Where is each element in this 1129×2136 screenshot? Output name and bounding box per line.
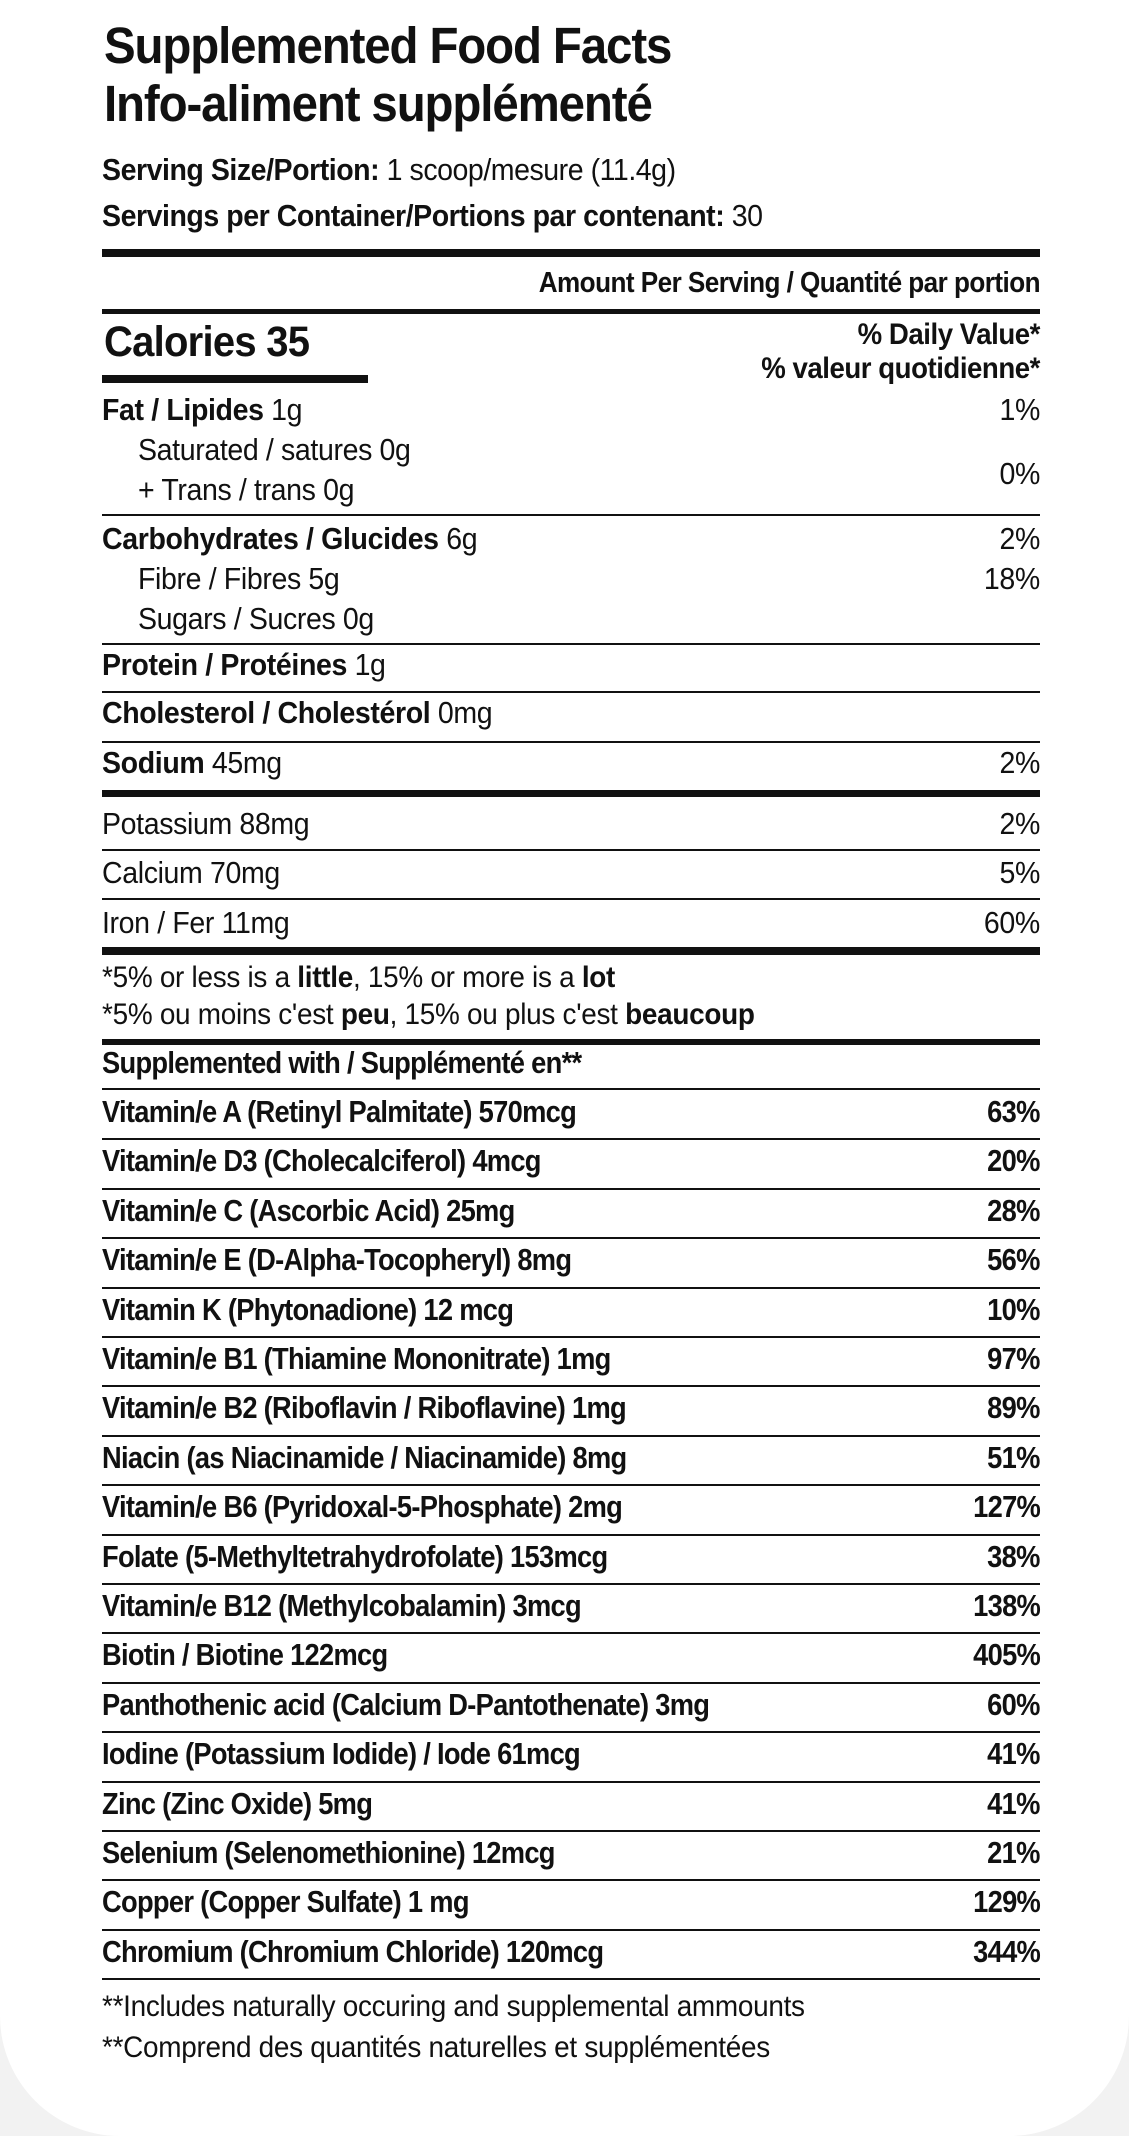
footnote-french — [102, 996, 755, 1033]
rule — [102, 1435, 1040, 1437]
rule — [102, 1336, 1040, 1338]
thick-divider — [102, 249, 1040, 257]
supplement-name: Selenium (Selenomethionine) 12mcg — [102, 1835, 555, 1870]
supplement-dv: 97% — [987, 1341, 1040, 1376]
rule — [102, 1830, 1040, 1832]
potassium-label: Potassium 88mg — [102, 806, 310, 841]
trans-label: + Trans / trans 0g — [138, 472, 355, 507]
supplement-name: Vitamin/e B1 (Thiamine Mononitrate) 1mg — [102, 1341, 611, 1376]
iron-dv: 60% — [984, 905, 1040, 940]
servings-per-container-label: Servings per Container/Portions par contenant: — [102, 198, 725, 233]
sodium-amount: 45mg — [211, 745, 282, 780]
supplement-name: Vitamin/e E (D-Alpha-Tocopheryl) 8mg — [102, 1242, 572, 1278]
supplement-dv: 60% — [987, 1686, 1040, 1722]
rule — [102, 1385, 1040, 1387]
footnote-text: , 15% or more is a — [352, 961, 582, 994]
serving-size-label: Serving Size/Portion: — [102, 152, 380, 187]
supplement-name: Vitamin/e B12 (Methylcobalamin) 3mcg — [102, 1588, 581, 1623]
rule — [102, 1484, 1040, 1486]
protein-label: Protein / Protéines — [102, 647, 348, 682]
footnote-text: *5% ou moins c'est — [102, 998, 341, 1031]
footnote-emphasis: beaucoup — [625, 998, 755, 1031]
supplement-dv: 89% — [987, 1390, 1040, 1426]
rule — [102, 514, 1040, 516]
supplement-name: Vitamin/e A (Retinyl Palmitate) 570mcg — [102, 1094, 577, 1129]
rule — [102, 1583, 1040, 1585]
supplement-name: Vitamin K (Phytonadione) 12 mcg — [102, 1291, 514, 1327]
rule — [102, 741, 1040, 743]
sodium-dv: 2% — [999, 745, 1040, 780]
supplement-name: Vitamin/e C (Ascorbic Acid) 25mg — [102, 1192, 515, 1228]
supplement-name: Folate (5-Methyltetrahydrofolate) 153mcg — [102, 1538, 608, 1574]
rule — [102, 1682, 1040, 1684]
fibre-dv: 18% — [984, 561, 1040, 596]
rule — [102, 1088, 1040, 1090]
supplement-dv: 38% — [987, 1538, 1040, 1574]
sugars-label: Sugars / Sucres 0g — [138, 601, 374, 636]
divider — [102, 309, 1040, 314]
supplement-dv: 20% — [987, 1143, 1040, 1179]
daily-value-english: % Daily Value* — [857, 318, 1040, 351]
supplement-dv: 344% — [973, 1933, 1040, 1969]
bottom-note-french: **Comprend des quantités naturelles et supplémentées — [102, 2031, 770, 2064]
supplement-dv: 129% — [973, 1884, 1040, 1920]
daily-value-french: % valeur quotidienne* — [761, 352, 1040, 385]
supplement-dv: 405% — [973, 1637, 1040, 1673]
supplement-name: Vitamin/e B6 (Pyridoxal-5-Phosphate) 2mg — [102, 1489, 623, 1525]
carbs-dv: 2% — [999, 521, 1040, 556]
rule — [102, 1929, 1040, 1931]
supplement-name: Panthothenic acid (Calcium D-Pantothenate) 3mg — [102, 1686, 710, 1722]
fat-dv: 1% — [999, 392, 1040, 427]
supplement-dv: 127% — [973, 1489, 1040, 1525]
serving-size-value: 1 scoop/mesure (11.4g) — [386, 152, 676, 187]
fat-label: Fat / Lipides — [102, 392, 264, 427]
supplement-name: Biotin / Biotine 122mcg — [102, 1637, 388, 1673]
supplement-dv: 51% — [987, 1439, 1040, 1475]
footnote-text: , 15% ou plus c'est — [389, 998, 626, 1031]
potassium-dv: 2% — [999, 806, 1040, 841]
rule — [102, 691, 1040, 693]
supplement-name: Chromium (Chromium Chloride) 120mcg — [102, 1933, 604, 1969]
cholesterol-amount: 0mg — [437, 695, 493, 730]
footnote-emphasis: lot — [581, 961, 616, 994]
calcium-dv: 5% — [999, 855, 1040, 890]
supplement-name: Zinc (Zinc Oxide) 5mg — [102, 1785, 373, 1821]
thick-divider — [102, 947, 1040, 955]
servings-per-container — [102, 197, 763, 235]
rule — [102, 1632, 1040, 1634]
supplement-dv: 41% — [987, 1736, 1040, 1772]
rule — [102, 1188, 1040, 1190]
daily-value-header — [761, 318, 1040, 386]
rule — [102, 898, 1040, 900]
bottom-note-english: **Includes naturally occuring and supplemental ammounts — [102, 1990, 805, 2023]
rule — [102, 1978, 1040, 1980]
thick-divider — [102, 790, 1040, 797]
supplement-dv: 63% — [987, 1094, 1040, 1129]
sodium-label: Sodium — [102, 745, 205, 780]
iron-label: Iron / Fer 11mg — [102, 905, 290, 940]
footnote-text: *5% or less is a — [102, 961, 298, 994]
calories: Calories 35 — [104, 318, 310, 366]
carbs-label: Carbohydrates / Glucides — [102, 521, 439, 556]
rule — [102, 643, 1040, 645]
carbs-amount: 6g — [446, 521, 478, 556]
footnote-english — [102, 959, 615, 996]
fibre-label: Fibre / Fibres 5g — [138, 561, 340, 596]
supplement-dv: 41% — [987, 1785, 1040, 1821]
calories-underline — [102, 375, 368, 383]
rule — [102, 1237, 1040, 1239]
supplement-name: Vitamin/e D3 (Cholecalciferol) 4mcg — [102, 1143, 541, 1179]
rule — [102, 1879, 1040, 1881]
saturated-label: Saturated / satures 0g — [138, 432, 411, 467]
rule — [102, 849, 1040, 851]
supplement-dv: 10% — [987, 1291, 1040, 1327]
calcium-label: Calcium 70mg — [102, 855, 280, 890]
footnote-emphasis: little — [297, 961, 353, 994]
rule — [102, 1534, 1040, 1536]
cholesterol-label: Cholesterol / Cholestérol — [102, 695, 431, 730]
rule — [102, 1138, 1040, 1140]
rule — [102, 1731, 1040, 1733]
supplemented-header: Supplemented with / Supplémenté en** — [102, 1045, 582, 1080]
supplement-name: Iodine (Potassium Iodide) / Iode 61mcg — [102, 1736, 581, 1772]
protein-amount: 1g — [354, 647, 386, 682]
amount-per-serving-header: Amount Per Serving / Quantité par portion — [538, 267, 1040, 299]
serving-size — [102, 151, 676, 189]
rule — [102, 1781, 1040, 1783]
supplement-name: Vitamin/e B2 (Riboflavin / Riboflavine) 1mg — [102, 1390, 627, 1426]
supplement-dv: 138% — [973, 1588, 1040, 1623]
supplement-dv: 21% — [987, 1835, 1040, 1870]
sat-trans-dv: 0% — [999, 456, 1040, 491]
fat-amount: 1g — [271, 392, 303, 427]
supplement-name: Niacin (as Niacinamide / Niacinamide) 8mg — [102, 1439, 627, 1475]
supplement-dv: 28% — [987, 1192, 1040, 1228]
supplement-name: Copper (Copper Sulfate) 1 mg — [102, 1884, 469, 1920]
supplement-dv: 56% — [987, 1242, 1040, 1278]
servings-per-container-value: 30 — [731, 198, 763, 233]
footnote-emphasis: peu — [340, 998, 390, 1031]
rule — [102, 1287, 1040, 1289]
title-english: Supplemented Food Facts — [104, 17, 672, 74]
title-french: Info-aliment supplémenté — [104, 75, 652, 132]
